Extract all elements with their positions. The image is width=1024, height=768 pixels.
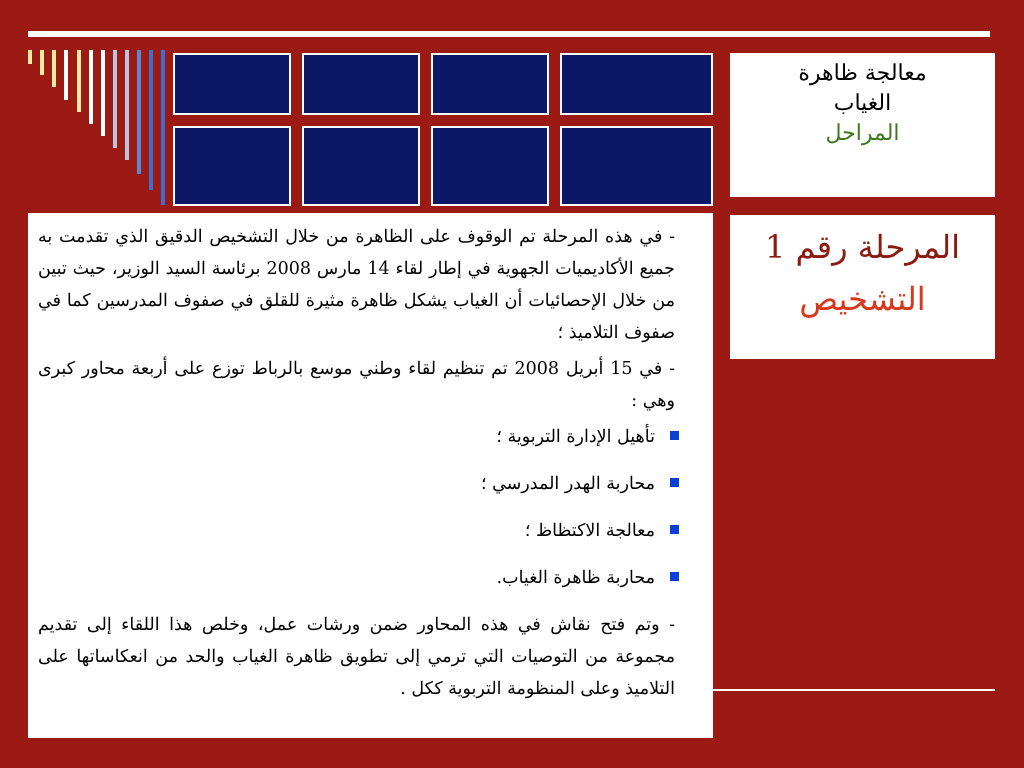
stripe <box>113 50 117 148</box>
square-bullet-icon <box>670 478 679 487</box>
bottom-rule <box>710 689 995 691</box>
tile <box>173 53 291 115</box>
tile <box>431 53 549 115</box>
tile <box>302 126 420 206</box>
square-bullet-icon <box>670 572 679 581</box>
stripe <box>161 50 165 205</box>
stripe <box>77 50 81 112</box>
slide-title-line: معالجة ظاهرة <box>798 61 927 86</box>
axes-list <box>38 421 675 594</box>
list-item <box>38 468 675 500</box>
list-item-text: محاربة ظاهرة الغياب. <box>496 568 655 588</box>
stripe <box>28 50 32 64</box>
stripe <box>64 50 68 100</box>
list-item <box>38 562 675 594</box>
stripe <box>52 50 56 87</box>
stripe <box>125 50 129 160</box>
list-item <box>38 515 675 547</box>
tile <box>560 126 713 206</box>
tile <box>431 126 549 206</box>
stripe <box>40 50 44 75</box>
slide-subtitle: المراحل <box>825 121 900 146</box>
slide-title-line: الغياب <box>833 91 892 116</box>
top-rule <box>28 31 990 37</box>
list-item-text: محاربة الهدر المدرسي ؛ <box>480 474 655 494</box>
stripe <box>137 50 141 174</box>
stripe <box>89 50 93 124</box>
square-bullet-icon <box>670 525 679 534</box>
stage-box <box>730 215 995 359</box>
list-item <box>38 421 675 453</box>
stage-name: التشخيص <box>799 280 926 318</box>
tile <box>302 53 420 115</box>
content-paragraph: - في 15 أبريل 2008 تم تنظيم لقاء وطني موسع بالرباط توزع على أربعة محاور كبرى وهي : <box>38 359 675 411</box>
tile <box>560 53 713 115</box>
content-paragraph: - في هذه المرحلة تم الوقوف على الظاهرة من خلال التشخيص الدقيق الذي تقدمت به جميع الأكاديميات الجهوية في إطار لقاء 14 مارس 2008 برئاسة السيد الوزير، حيث تبين من خلال الإحصائيات أن الغياب يشكل ظاهرة مثيرة للقلق في صفوف المدرسين كما في صفوف التلاميذ ؛ <box>38 227 675 343</box>
stage-number-label: المرحلة رقم 1 <box>764 228 961 266</box>
stripe <box>101 50 105 136</box>
content-box <box>28 213 713 738</box>
list-item-text: معالجة الاكتظاظ ؛ <box>524 521 655 541</box>
slide-title-box <box>730 53 995 197</box>
stripe <box>149 50 153 190</box>
list-item-text: تأهيل الإدارة التربوية ؛ <box>496 427 655 447</box>
tile <box>173 126 291 206</box>
square-bullet-icon <box>670 431 679 440</box>
content-paragraph: - وتم فتح نقاش في هذه المحاور ضمن ورشات عمل، وخلص هذا اللقاء إلى تقديم مجموعة من التوصيات التي ترمي إلى تطويق ظاهرة الغياب والحد من انعكاساتها على التلاميذ وعلى المنظومة التربوية ككل . <box>38 615 675 699</box>
